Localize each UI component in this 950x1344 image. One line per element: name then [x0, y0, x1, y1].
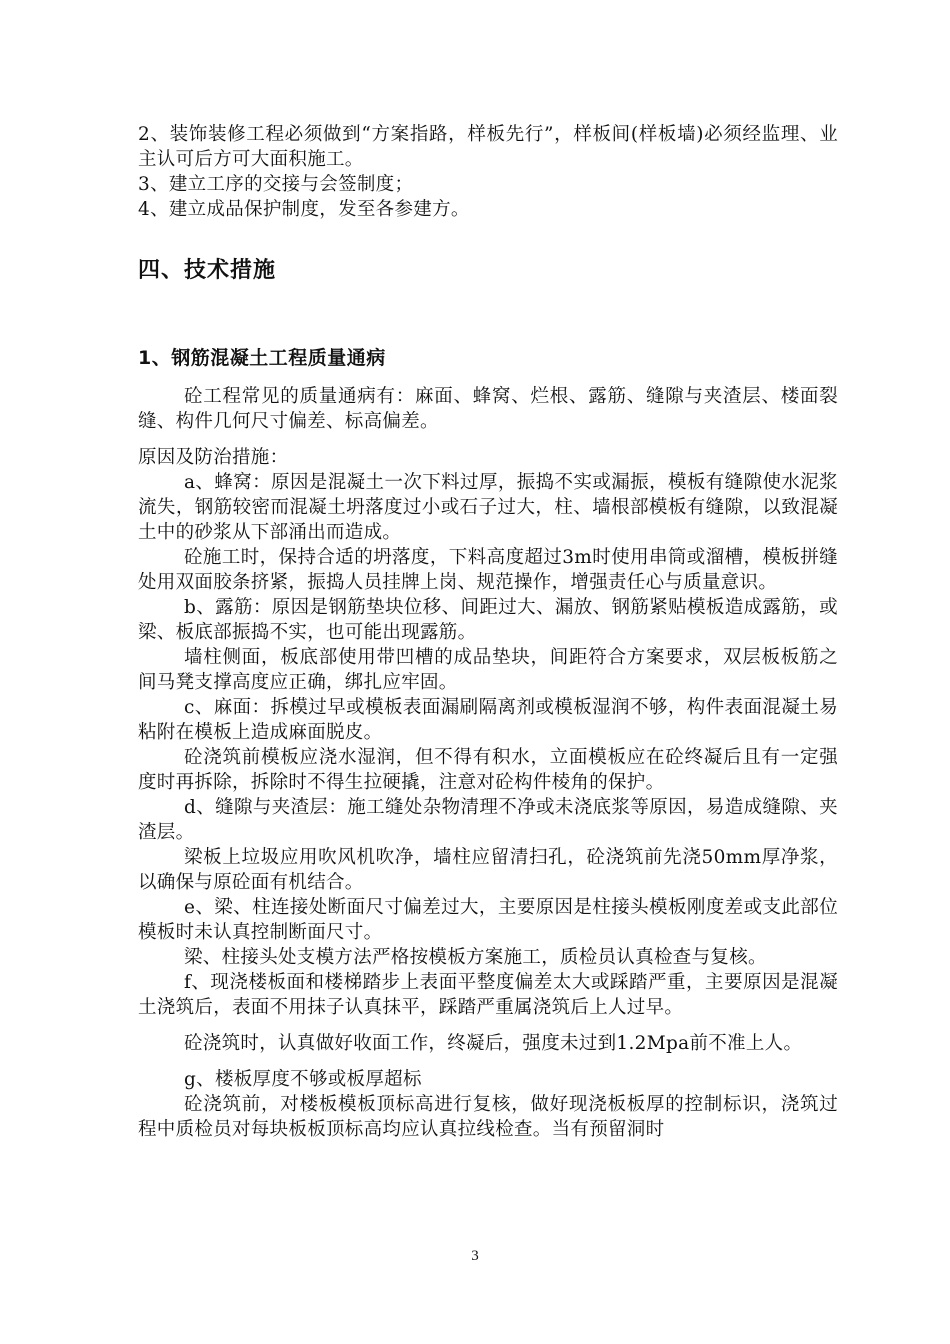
list-item-3: 3、建立工序的交接与会签制度；	[138, 174, 414, 195]
paragraph-f-cause: f、现浇楼板面和楼梯踏步上表面平整度偏差太大或踩踏严重，主要原因是混凝土浇筑后，表面不用抹子认真抹平，踩踏严重属浇筑后上人过早。	[138, 972, 838, 1018]
paragraph-b-cause: b、露筋：原因是钢筋垫块位移、间距过大、漏放、钢筋紧贴模板造成露筋，或梁、板底部振捣不实，也可能出现露筋。	[138, 597, 838, 643]
paragraph-e-measure: 梁、柱接头处支模方法严格按模板方案施工，质检员认真检查与复核。	[184, 947, 767, 968]
page-content	[138, 122, 838, 1142]
paragraph-d-measure: 梁板上垃圾应用吹风机吹净，墙柱应留清扫孔，砼浇筑前先浇50mm厚净浆，以确保与原砼面有机结合。	[138, 847, 838, 893]
paragraph-f-measure: 砼浇筑时，认真做好收面工作，终凝后，强度未过到1.2Mpa前不准上人。	[184, 1033, 803, 1054]
common-defects-paragraph: 砼工程常见的质量通病有：麻面、蜂窝、烂根、露筋、缝隙与夹渣层、楼面裂缝、构件几何尺寸偏差、标高偏差。	[138, 386, 838, 432]
paragraph-g-cause: g、楼板厚度不够或板厚超标	[184, 1069, 422, 1090]
section-heading: 四、技术措施	[138, 258, 277, 283]
paragraph-e-cause: e、梁、柱连接处断面尺寸偏差过大，主要原因是柱接头模板刚度差或支此部位模板时未认真控制断面尺寸。	[138, 897, 838, 943]
paragraph-b-measure: 墙柱侧面，板底部使用带凹槽的成品垫块，间距符合方案要求，双层板板筋之间马凳支撑高度应正确，绑扎应牢固。	[138, 647, 838, 693]
paragraph-g-measure: 砼浇筑前，对楼板模板顶标高进行复核，做好现浇板板厚的控制标识，浇筑过程中质检员对每块板板顶标高均应认真拉线检查。当有预留洞时	[138, 1094, 838, 1140]
subsection-heading: 1、钢筋混凝土工程质量通病	[138, 347, 386, 369]
causes-label: 原因及防治措施：	[138, 447, 289, 468]
paragraph-a-measure: 砼施工时，保持合适的坍落度，下料高度超过3m时使用串筒或溜槽，模板拼缝处用双面胶条挤紧，振捣人员挂牌上岗、规范操作，增强责任心与质量意识。	[138, 547, 838, 593]
list-item-4: 4、建立成品保护制度，发至各参建方。	[138, 199, 470, 220]
paragraph-c-cause: c、麻面：拆模过早或模板表面漏刷隔离剂或模板湿润不够，构件表面混凝土易粘附在模板上造成麻面脱皮。	[138, 697, 838, 743]
paragraph-a-cause: a、蜂窝：原因是混凝土一次下料过厚，振捣不实或漏振，模板有缝隙使水泥浆流失，钢筋较密而混凝土坍落度过小或石子过大，柱、墙根部模板有缝隙，以致混凝土中的砂浆从下部涌出而造成。	[138, 472, 838, 543]
paragraph-c-measure: 砼浇筑前模板应浇水湿润，但不得有积水，立面模板应在砼终凝后且有一定强度时再拆除，拆除时不得生拉硬撬，注意对砼构件棱角的保护。	[138, 747, 838, 793]
page-number: 3	[471, 1248, 479, 1264]
paragraph-d-cause: d、缝隙与夹渣层：施工缝处杂物清理不净或未浇底浆等原因，易造成缝隙、夹渣层。	[138, 797, 838, 843]
list-item-2: 2、装饰装修工程必须做到“方案指路，样板先行”，样板间(样板墙)必须经监理、业主认可后方可大面积施工。	[138, 124, 838, 170]
